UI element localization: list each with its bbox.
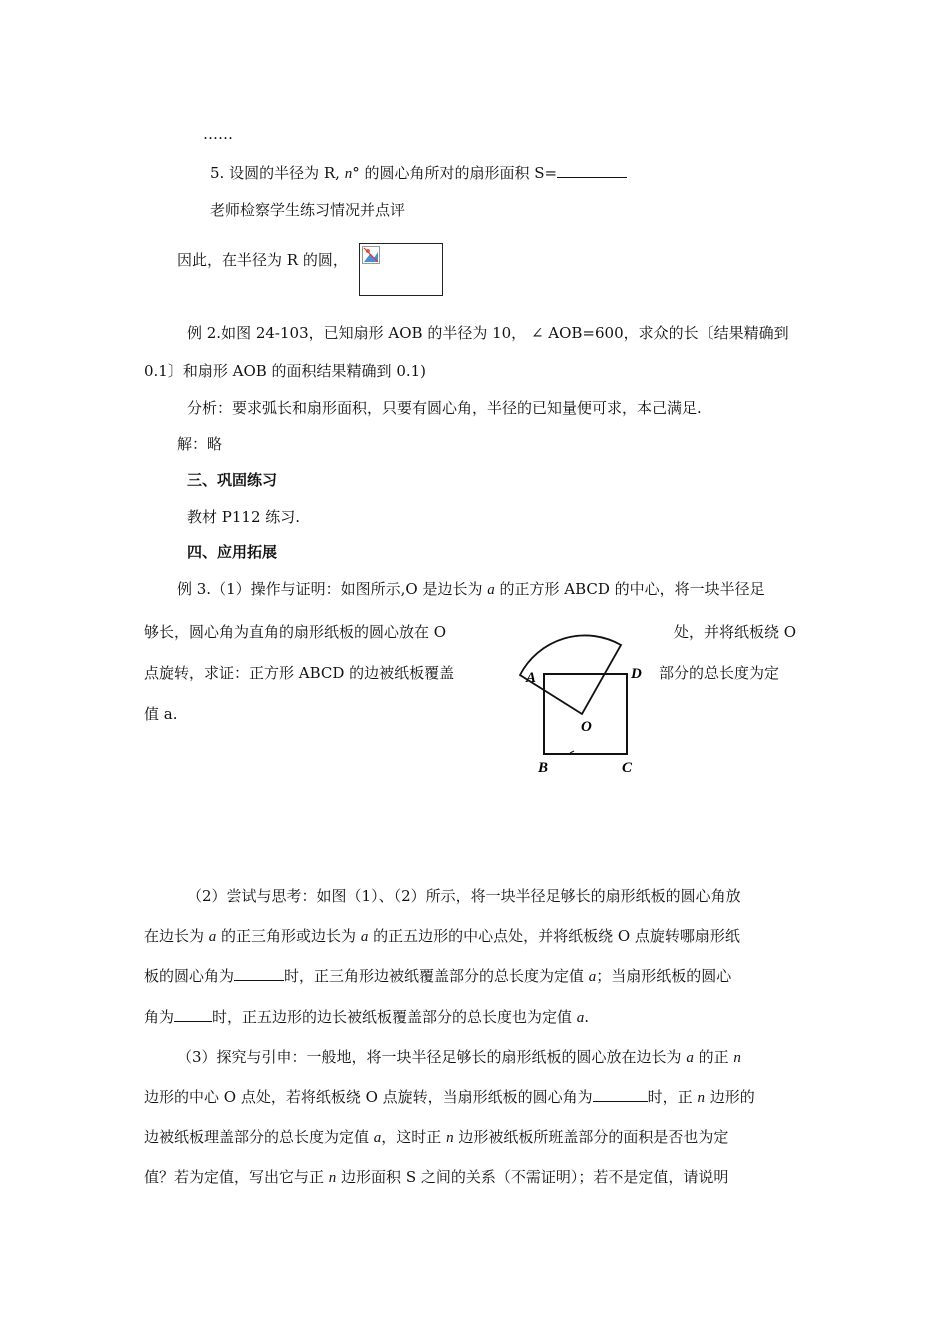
solution: 解：略 [177,435,223,453]
part-2-line-2 [144,926,740,947]
square-sector-figure [510,610,660,780]
part-3-line-2 [144,1087,755,1108]
variable-a: a [686,1050,694,1066]
example-3-line-4: 值 a. [144,705,178,723]
part-2-line-4 [144,1007,589,1028]
text: 角为 [144,1008,175,1026]
text: 值？若为定值，写出它与正 [144,1168,329,1186]
textbook-exercise: 教材 P112 练习. [187,508,301,526]
label-o: O [581,719,592,735]
analysis: 分析：要求弧长和扇形面积，只要有圆心角，半径的已知量便可求，本己满足. [187,399,702,417]
part-3-line-3 [144,1127,728,1148]
broken-image-icon [362,246,380,264]
answer-blank [234,966,284,981]
text: 的正五边形的中心点处，并将纸板绕 O 点旋转哪扇形纸 [368,927,740,945]
bottom-edge-mark [570,751,574,753]
text: 例 3.（1）操作与证明：如图所示,O 是边长为 [177,580,488,598]
part-3-line-1 [177,1047,741,1068]
text: 边形的中心 O 点处，若将纸板绕 O 点旋转，当扇形纸板的圆心角为 [144,1088,593,1106]
variable-n: n [328,1170,337,1186]
example-2-line-1: 例 2.如图 24-103，已知扇形 AOB 的半径为 10， ∠ AOB=600，求众的长〔结果精确到 [187,324,789,342]
question-5 [210,163,627,184]
label-b: B [538,760,549,776]
variable-a: a [487,582,495,598]
text: 时，正三角形边被纸覆盖部分的总长度为定值 [284,967,589,985]
ellipsis: …… [203,125,233,143]
text: 边被纸板理盖部分的总长度为定值 [144,1128,374,1146]
text: 时，正 [647,1088,698,1106]
variable-a: a [576,1010,585,1026]
text: 时，正五边形的边长被纸板覆盖部分的总长度也为定值 [212,1008,577,1026]
variable-n: n [697,1090,705,1106]
text: 边形的 [704,1088,755,1106]
text: ，这时正 [381,1128,447,1146]
example-3-line-2-left: 够长，圆心角为直角的扇形纸板的圆心放在 O [144,623,447,641]
example-3-line-3-right: 部分的总长度为定 [659,664,780,682]
text: . [584,1008,590,1026]
variable-a: a [208,929,217,945]
question-5-suffix: ° 的圆心角所对的扇形面积 S= [352,164,558,182]
answer-blank [557,163,627,178]
text: 板的圆心角为 [144,967,235,985]
variable-n: n [446,1130,454,1146]
section-4-heading: 四、应用拓展 [187,543,278,561]
variable-a: a [360,929,369,945]
therefore-line: 因此，在半径为 R 的圆， [177,251,348,269]
variable-n: n [344,166,353,182]
text: 边形被纸板所班盖部分的面积是否也为定 [453,1128,729,1146]
square-abcd [544,674,627,754]
label-c: C [622,760,633,776]
text: 在边长为 [144,927,209,945]
question-5-prefix: 5. 设圆的半径为 R, [210,164,345,182]
text: 的正三角形或边长为 [216,927,361,945]
example-3-line-3-left: 点旋转，求证：正方形 ABCD 的边被纸板覆盖 [144,664,455,682]
answer-blank [174,1007,212,1022]
section-3-heading: 三、巩固练习 [187,471,278,489]
variable-a: a [588,969,597,985]
part-3-line-4 [144,1167,728,1188]
text: ；当扇形纸板的圆心 [596,967,732,985]
variable-a: a [373,1130,382,1146]
example-2-line-2: 0.1〕和扇形 AOB 的面积结果精确到 0.1) [144,362,427,380]
label-a: A [526,670,537,686]
variable-n: n [733,1050,741,1066]
example-3-line-1 [177,579,765,600]
text: 的正方形 ABCD 的中心，将一块半径足 [494,580,765,598]
teacher-check: 老师检察学生练习情况并点评 [210,201,406,219]
text: 的正 [693,1048,734,1066]
example-3-line-2-right: 处，并将纸板绕 O [674,623,797,641]
part-2-line-1: （2）尝试与思考：如图（1）、（2）所示，将一块半径足够长的扇形纸板的圆心角放 [187,887,741,905]
text: 边形面积 S 之间的关系（不需证明）；若不是定值，请说明 [336,1168,729,1186]
answer-blank [593,1087,648,1102]
text: （3）探究与引申：一般地，将一块半径足够长的扇形纸板的圆心放在边长为 [177,1048,687,1066]
label-d: D [631,666,642,682]
part-2-line-3 [144,966,731,987]
embedded-image-frame [359,243,443,296]
